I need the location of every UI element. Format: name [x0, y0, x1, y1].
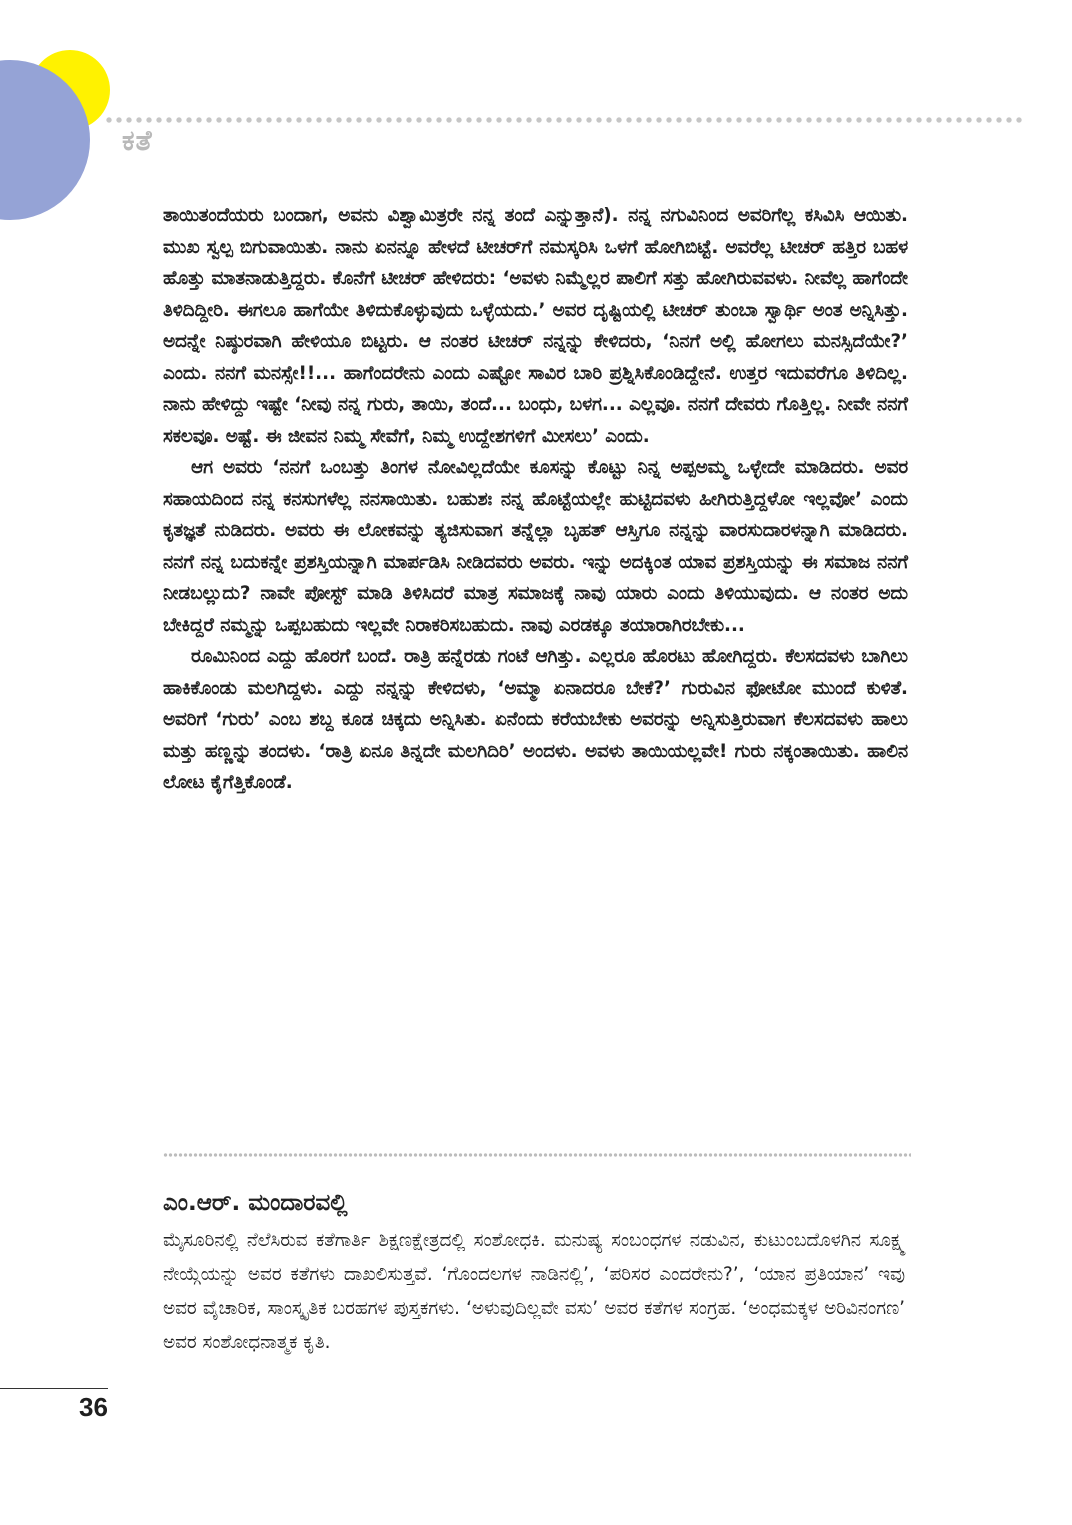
- story-paragraph: ತಾಯಿತಂದೆಯರು ಬಂದಾಗ, ಅವನು ವಿಶ್ವಾಮಿತ್ರರೇ ನನ್ನ ತಂದೆ ಎನ್ನುತ್ತಾನೆ). ನನ್ನ ನಗುವಿನಿಂದ ಅವರಿಗೆಲ್ಲ ಕಸಿವಿಸಿ ಆಯಿತು. ಮುಖ ಸ್ವಲ್ಪ ಬಿಗುವಾಯಿತು. ನಾನು ಏನನ್ನೂ ಹೇಳದೆ ಟೀಚರ್‌ಗೆ ನಮಸ್ಕರಿಸಿ ಒಳಗೆ ಹೋಗಿಬಿಟ್ಟೆ. ಅವರೆಲ್ಲ ಟೀಚರ್ ಹತ್ತಿರ ಬಹಳ ಹೊತ್ತು ಮಾತನಾಡುತ್ತಿದ್ದರು. ಕೊನೆಗೆ ಟೀಚರ್ ಹೇಳಿದರು: ‘ಅವಳು ನಿಮ್ಮೆಲ್ಲರ ಪಾಲಿಗೆ ಸತ್ತು ಹೋಗಿರುವವಳು. ನೀವೆಲ್ಲ ಹಾಗೆಂದೇ ತಿಳಿದಿದ್ದೀರಿ. ಈಗಲೂ ಹಾಗೆಯೇ ತಿಳಿದುಕೊಳ್ಳುವುದು ಒಳ್ಳೆಯದು.’ ಅವರ ದೃಷ್ಟಿಯಲ್ಲಿ ಟೀಚರ್ ತುಂಬಾ ಸ್ವಾರ್ಥಿ ಅಂತ ಅನ್ನಿಸಿತ್ತು. ಅದನ್ನೇ ನಿಷ್ಠುರವಾಗಿ ಹೇಳಿಯೂ ಬಿಟ್ಟರು. ಆ ನಂತರ ಟೀಚರ್ ನನ್ನನ್ನು ಕೇಳಿದರು, ‘ನಿನಗೆ ಅಲ್ಲಿ ಹೋಗಲು ಮನಸ್ಸಿದೆಯೇ?’ ಎಂದು. ನನಗೆ ಮನಸ್ಸೇ!!... ಹಾಗೆಂದರೇನು ಎಂದು ಎಷ್ಟೋ ಸಾವಿರ ಬಾರಿ ಪ್ರಶ್ನಿಸಿಕೊಂಡಿದ್ದೇನೆ. ಉತ್ತರ ಇದುವರೆಗೂ ತಿಳಿದಿಲ್ಲ. ನಾನು ಹೇಳಿದ್ದು ಇಷ್ಟೇ ‘ನೀವು ನನ್ನ ಗುರು, ತಾಯಿ, ತಂದೆ... ಬಂಧು, ಬಳಗ... ಎಲ್ಲವೂ. ನನಗೆ ದೇವರು ಗೊತ್ತಿಲ್ಲ. ನೀವೇ ನನಗೆ ಸಕಲವೂ. ಅಷ್ಟೆ. ಈ ಜೀವನ ನಿಮ್ಮ ಸೇವೆಗೆ, ನಿಮ್ಮ ಉದ್ದೇಶಗಳಿಗೆ ಮೀಸಲು’ ಎಂದು.: [163, 205, 908, 447]
- dotted-divider: [163, 1152, 911, 1158]
- story-body: [163, 200, 908, 799]
- page-number: 36: [79, 1392, 108, 1422]
- section-label: ಕತೆ: [122, 124, 153, 157]
- page-number-rule: [0, 1388, 108, 1389]
- author-bio: ಮೈಸೂರಿನಲ್ಲಿ ನೆಲೆಸಿರುವ ಕತೆಗಾರ್ತಿ ಶಿಕ್ಷಣಕ್ಷೇತ್ರದಲ್ಲಿ ಸಂಶೋಧಕಿ. ಮನುಷ್ಯ ಸಂಬಂಧಗಳ ನಡುವಿನ, ಕುಟುಂಬದೊಳಗಿನ ಸೂಕ್ಷ್ಮ ನೇಯ್ಗೆಯನ್ನು ಅವರ ಕತೆಗಳು ದಾಖಲಿಸುತ್ತವೆ. ‘ಗೊಂದಲಗಳ ನಾಡಿನಲ್ಲಿ’, ‘ಪರಿಸರ ಎಂದರೇನು?’, ‘ಯಾನ ಪ್ರತಿಯಾನ’ ಇವು ಅವರ ವೈಚಾರಿಕ, ಸಾಂಸ್ಕೃತಿಕ ಬರಹಗಳ ಪುಸ್ತಕಗಳು. ‘ಅಳುವುದಿಲ್ಲವೇ ವಸು’ ಅವರ ಕತೆಗಳ ಸಂಗ್ರಹ. ‘ಅಂಧಮಕ್ಕಳ ಅರಿವಿನಂಗಣ’ ಅವರ ಸಂಶೋಧನಾತ್ಮಕ ಕೃತಿ.: [163, 1230, 905, 1353]
- dotted-header-rule: [104, 116, 1026, 124]
- author-name: ಎಂ.ಆರ್. ಮಂದಾರವಲ್ಲಿ: [163, 1190, 348, 1216]
- story-paragraph: ರೂಮಿನಿಂದ ಎದ್ದು ಹೊರಗೆ ಬಂದೆ. ರಾತ್ರಿ ಹನ್ನೆರಡು ಗಂಟೆ ಆಗಿತ್ತು. ಎಲ್ಲರೂ ಹೊರಟು ಹೋಗಿದ್ದರು. ಕೆಲಸದವಳು ಬಾಗಿಲು ಹಾಕಿಕೊಂಡು ಮಲಗಿದ್ದಳು. ಎದ್ದು ನನ್ನನ್ನು ಕೇಳಿದಳು, ‘ಅಮ್ಮಾ ಏನಾದರೂ ಬೇಕೆ?’ ಗುರುವಿನ ಫೋಟೋ ಮುಂದೆ ಕುಳಿತೆ. ಅವರಿಗೆ ‘ಗುರು’ ಎಂಬ ಶಬ್ದ ಕೂಡ ಚಿಕ್ಕದು ಅನ್ನಿಸಿತು. ಏನೆಂದು ಕರೆಯಬೇಕು ಅವರನ್ನು ಅನ್ನಿಸುತ್ತಿರುವಾಗ ಕೆಲಸದವಳು ಹಾಲು ಮತ್ತು ಹಣ್ಣನ್ನು ತಂದಳು. ‘ರಾತ್ರಿ ಏನೂ ತಿನ್ನದೇ ಮಲಗಿದಿರಿ’ ಅಂದಳು. ಅವಳು ತಾಯಿಯಲ್ಲವೇ! ಗುರು ನಕ್ಕಂತಾಯಿತು. ಹಾಲಿನ ಲೋಟ ಕೈಗೆತ್ತಿಕೊಂಡೆ.: [163, 646, 908, 793]
- story-paragraph: ಆಗ ಅವರು ‘ನನಗೆ ಒಂಬತ್ತು ತಿಂಗಳ ನೋವಿಲ್ಲದೆಯೇ ಕೂಸನ್ನು ಕೊಟ್ಟು ನಿನ್ನ ಅಪ್ಪಅಮ್ಮ ಒಳ್ಳೇದೇ ಮಾಡಿದರು. ಅವರ ಸಹಾಯದಿಂದ ನನ್ನ ಕನಸುಗಳೆಲ್ಲ ನನಸಾಯಿತು. ಬಹುಶಃ ನನ್ನ ಹೊಟ್ಟೆಯಲ್ಲೇ ಹುಟ್ಟಿದವಳು ಹೀಗಿರುತ್ತಿದ್ದಳೋ ಇಲ್ಲವೋ’ ಎಂದು ಕೃತಜ್ಞತೆ ನುಡಿದರು. ಅವರು ಈ ಲೋಕವನ್ನು ತ್ಯಜಿಸುವಾಗ ತನ್ನೆಲ್ಲಾ ಬೃಹತ್ ಆಸ್ತಿಗೂ ನನ್ನನ್ನು ವಾರಸುದಾರಳನ್ನಾಗಿ ಮಾಡಿದರು. ನನಗೆ ನನ್ನ ಬದುಕನ್ನೇ ಪ್ರಶಸ್ತಿಯನ್ನಾಗಿ ಮಾರ್ಪಡಿಸಿ ನೀಡಿದವರು ಅವರು. ಇನ್ನು ಅದಕ್ಕಿಂತ ಯಾವ ಪ್ರಶಸ್ತಿಯನ್ನು ಈ ಸಮಾಜ ನನಗೆ ನೀಡಬಲ್ಲುದು? ನಾವೇ ಪೋಸ್ಟ್ ಮಾಡಿ ತಿಳಿಸಿದರೆ ಮಾತ್ರ ಸಮಾಜಕ್ಕೆ ನಾವು ಯಾರು ಎಂದು ತಿಳಿಯುವುದು. ಆ ನಂತರ ಅದು ಬೇಕಿದ್ದರೆ ನಮ್ಮನ್ನು ಒಪ್ಪಬಹುದು ಇಲ್ಲವೇ ನಿರಾಕರಿಸಬಹುದು. ನಾವು ಎರಡಕ್ಕೂ ತಯಾರಾಗಿರಬೇಕು...: [163, 457, 908, 636]
